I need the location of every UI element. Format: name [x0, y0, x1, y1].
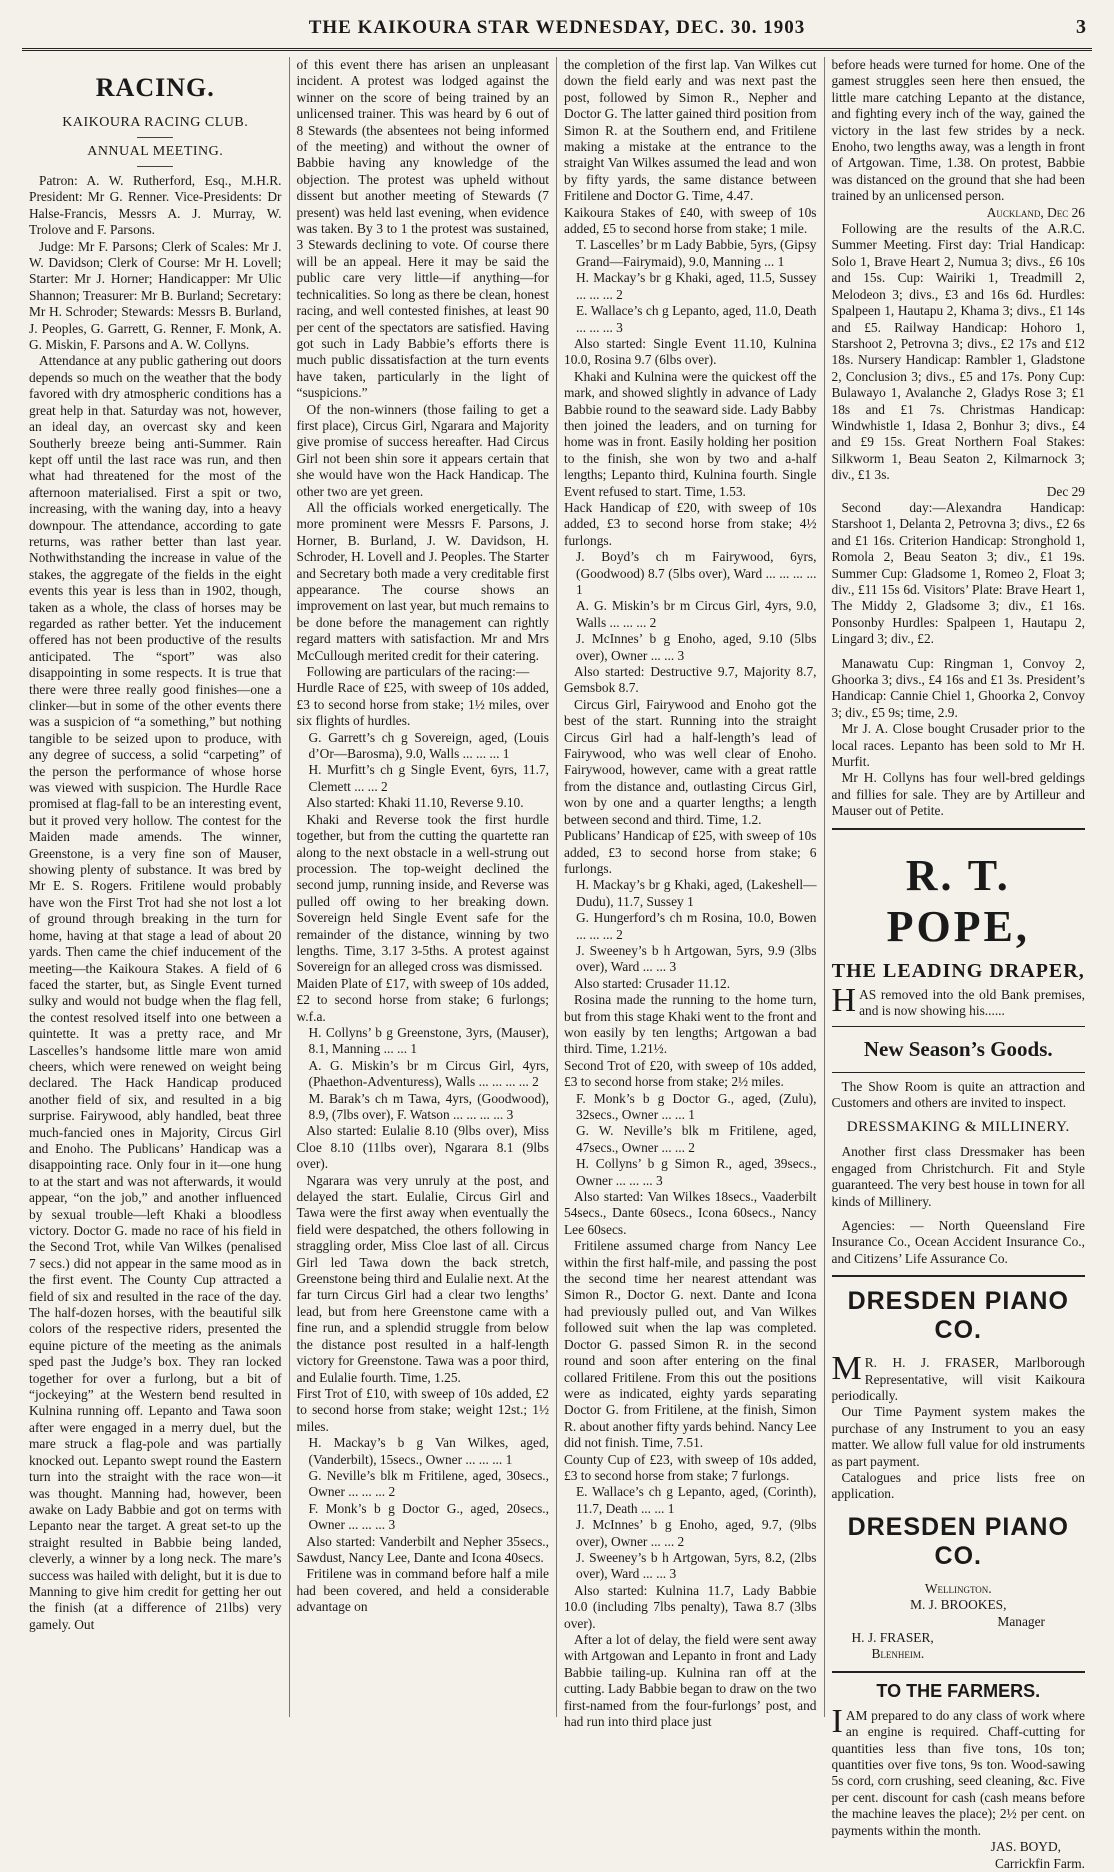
- race-entry: H. Mackay’s br g Khaki, aged, (Lakeshell—Dudu), 11.7, Sussey 1: [576, 877, 817, 909]
- race-entry: F. Monk’s b g Doctor G., aged, (Zulu), 32secs., Owner ... ... 1: [576, 1090, 817, 1122]
- column-2: [290, 57, 558, 1717]
- club-heading: KAIKOURA RACING CLUB.: [62, 115, 249, 130]
- race-entry: E. Wallace’s ch g Lepanto, aged, (Corinth), 11.7, Death ... ... 1: [576, 1484, 817, 1516]
- race-entry: E. Wallace’s ch g Lepanto, aged, 11.0, Death ... ... ... 3: [576, 303, 817, 335]
- dateline: Auckland, Dec 26: [986, 204, 1085, 220]
- pope-name: R. T. POPE,: [886, 850, 1030, 951]
- ad-divider: [832, 1671, 1086, 1673]
- race-entry: A. G. Miskin’s br m Circus Girl, 4yrs, (Phaethon-Adventuress), Walls ... ... ... ... 2: [308, 1057, 549, 1090]
- race-heading: Hack Handicap of £20, with sweep of 10s added, £3 to second horse from stake; 4½ furlongs.: [564, 499, 817, 548]
- dresden-title: DRESDEN PIANO CO.: [847, 1287, 1069, 1345]
- race-also-started: Also started: Destructive 9.7, Majority 8.7, Gemsbok 8.7.: [564, 664, 817, 696]
- race-entry: J. Sweeney’s b h Artgowan, 5yrs, 8.2, (2lbs over), Ward ... ... 3: [576, 1549, 817, 1582]
- pope-text: Agencies: — North Queensland Fire Insurance Co., Ocean Accident Insurance Co., and Citizens’ Life Assurance Co.: [831, 1217, 1085, 1266]
- dresden-city: Wellington.: [924, 1580, 992, 1596]
- divider: [137, 166, 173, 167]
- race-entry: H. Mackay’s b g Van Wilkes, aged, (Vanderbilt), 15secs., Owner ... ... ... 1: [308, 1435, 549, 1467]
- race-heading: Kaikoura Stakes of £40, with sweep of 10s added, £5 to second horse from stake; 1 mile.: [564, 204, 817, 237]
- officials-paragraph: Patron: A. W. Rutherford, Esq., M.H.R. President: Mr G. Renner. Vice-Presidents: Dr Halse-Francis, Messrs A. J. Murray, W. Trolove and F. Parsons.: [29, 173, 282, 238]
- race-also-started: Also started: Single Event 11.10, Kulnina 10.0, Rosina 9.7 (6lbs over).: [564, 335, 817, 368]
- farmers-signer: JAS. BOYD,: [990, 1839, 1061, 1855]
- race-entry: G. Garrett’s ch g Sovereign, aged, (Louis d’Or—Barosma), 9.0, Walls ... ... ... 1: [308, 729, 549, 762]
- race-entry: G. Hungerford’s ch m Rosina, 10.0, Bowen ... ... ... 2: [576, 910, 817, 942]
- farmers-place: Carrickfin Farm.: [995, 1855, 1085, 1871]
- dresden-text: Our Time Payment system makes the purchase of any Instrument to you an easy matter. We allow full value for old instruments as part payment.: [831, 1404, 1085, 1469]
- race-entry: G. W. Neville’s blk m Fritilene, aged, 47secs., Owner ... ... 2: [576, 1123, 817, 1155]
- race-also-started: Also started: Khaki 11.10, Reverse 9.10.: [306, 795, 524, 811]
- race-entry: F. Monk’s b g Doctor G., aged, 20secs., Owner ... ... ... 3: [308, 1500, 549, 1533]
- race-entry: H. Collyns’ b g Simon R., aged, 39secs., Owner ... ... ... 3: [576, 1156, 817, 1188]
- race-heading: Hurdle Race of £25, with sweep of 10s added, £3 to second horse from stake; 1½ miles, over six flights of hurdles.: [296, 680, 549, 729]
- article-paragraph: Fritilene was in command before half a mile had been covered, and held a considerable advantage on: [296, 1566, 549, 1615]
- race-entry: J. Sweeney’s b h Artgowan, 5yrs, 9.9 (3lbs over), Ward ... ... 3: [576, 942, 817, 975]
- dateline: Dec 29: [1046, 483, 1085, 499]
- article-paragraph: Second day:—Alexandra Handicap: Starshoot 1, Delanta 2, Petrovna 3; divs., £2 6s and £1 16s. Criterion Handicap: Stronghold 1, Romola 2, Beau Seaton 3; div., £1 19s. Summer Cup: Gladsome 1, Romeo 2, Float 3; div., £11 15s 6d. Visitors’ Plate: Brave Heart 1, The Middy 2, Gladsome 3; div., £1 16s. Ponsonby Hurdles: Spalpeen 1, Hautapu 2, Lingard 3; div., £2.: [831, 499, 1085, 647]
- article-paragraph: Following are the results of the A.R.C. Summer Meeting. First day: Trial Handicap: Solo 1, Brave Heart 2, Numua 3; divs., £6 10s and 15s. Cup: Wairiki 1, Treadmill 2, Melodeon 3; divs., £3 and 16s 6d. Hurdles: Spalpeen 1, Hautapu 2, Khama 3; divs., £1 14s and £5. Railway Handicap: Hohoro 1, Starshoot 2, Petrovna 3; divs., £2 17s and £12 18s. Nursery Handicap: Rambler 1, Gladstone 2, Conclusion 3; divs., £5 and 17s. Pony Cup: Bulawayo 1, Avalanche 2, Gladys Rose 3; £1 18s and £1 7s. Christmas Handicap: Windwhistle 1, Idasa 2, Bonhur 3; divs., £4 and £9 15s. Great Northern Foal Stakes: Silkworm 1, Beau Seaton 2, Kilmarnock 3; div., £1 3s.: [831, 221, 1085, 483]
- race-heading: Second Trot of £20, with sweep of 10s added, £3 to second horse from stake; 2½ miles.: [564, 1057, 817, 1090]
- page-number: 3: [1076, 16, 1086, 38]
- race-entry: A. G. Miskin’s br m Circus Girl, 4yrs, 9.0, Walls ... ... ... 2: [576, 598, 817, 630]
- article-paragraph: Circus Girl, Fairywood and Enoho got the best of the start. Running into the straight Circus Girl had a half-length’s lead of Fairywood, who was well clear of Enoho. Fairywood, however, came with a great rattle from the distance and, outlasting Circus Girl, won by one and a quarter lengths; a length between second and third. Time, 1.2.: [564, 696, 817, 827]
- article-paragraph: Khaki and Reverse took the first hurdle together, but from the cutting the quartette ran along to the next obstacle in a well-strung out procession. The top-weight declined the second jump, running inside, and Reverse was pulled off owing to her breaking down. Sovereign held Single Event safe for the remainder of the distance, winning by two lengths. Time, 3.17 3-5ths. A protest against Sovereign for an alleged cross was dismissed.: [296, 811, 549, 975]
- pope-tagline: THE LEADING DRAPER,: [831, 959, 1085, 982]
- article-paragraph: Mr H. Collyns has four well-bred geldings and fillies for sale. They are by Artilleur and Mauser out of Petite.: [831, 770, 1085, 819]
- pope-headline: New Season’s Goods.: [863, 1036, 1053, 1061]
- race-also-started: Also started: Kulnina 11.7, Lady Babbie 10.0 (including 7lbs penalty), Tawa 8.7 (3lbs over).: [564, 1582, 817, 1631]
- article-paragraph: Of the non-winners (those failing to get a first place), Circus Girl, Ngarara and Majority give promise of success hereafter. Had Circus Girl not been shin sore it appears certain that she would have won the Hack Handicap. The other two are yet green.: [296, 401, 549, 499]
- article-paragraph: Mr J. A. Close bought Crusader prior to the local races. Lepanto has been sold to Mr H. Murfit.: [831, 721, 1085, 770]
- article-paragraph: Fritilene assumed charge from Nancy Lee within the first half-mile, and passing the post the second time her nearest attendant was Simon R., Doctor G. next. Dante and Icona had previously pulled out, and Van Wilkes followed suit when the lap was completed. Doctor G. passed Simon R. in the second round and soon after entering on the final collared Fritilene. From this out the positions were as indicated, eighty yards separating Doctor G. from Fritilene, at the finish, Simon R. about another fifty yards behind. Nancy Lee did not finish. Time, 7.51.: [564, 1238, 817, 1451]
- race-entry: M. Barak’s ch m Tawa, 4yrs, (Goodwood), 8.9, (7lbs over), F. Watson ... ... ... ... 3: [308, 1090, 549, 1122]
- race-heading: First Trot of £10, with sweep of 10s added, £2 to second horse from stake; weight 12st.; 1½ miles.: [296, 1385, 549, 1434]
- divider: [137, 137, 173, 138]
- race-entry: H. Mackay’s br g Khaki, aged, 11.5, Sussey ... ... ... 2: [576, 270, 817, 302]
- dresden-rep: H. J. FRASER,: [851, 1630, 934, 1646]
- column-3: [557, 57, 825, 1730]
- ad-divider: [832, 1026, 1086, 1027]
- pope-text: The Show Room is quite an attraction and Customers and others are invited to inspect.: [831, 1078, 1085, 1110]
- race-entry: H. Collyns’ b g Greenstone, 3yrs, (Mauser), 8.1, Manning ... ... 1: [308, 1024, 549, 1057]
- article-paragraph: All the officials worked energetically. The more prominent were Messrs F. Parsons, J. Horner, B. Burland, J. W. Davidson, H. Schroder, H. Lovell and J. Peoples. The Starter and Secretary both made a very creditable first appearance. The course shows an improvement on last year, but much remains to be done before the management can rightly regard matters with satisfaction. Mr and Mrs McCullough merited credit for their catering.: [296, 499, 549, 663]
- farmers-title: TO THE FARMERS.: [876, 1680, 1041, 1701]
- pope-advertisement: [832, 850, 1086, 1267]
- meeting-heading: ANNUAL MEETING.: [87, 144, 224, 159]
- dresden-rep-town: Blenheim.: [871, 1646, 925, 1662]
- spacer: [832, 1210, 1086, 1218]
- article-paragraph: Rosina made the running to the home turn, but from this stage Khaki went to the front and won easily by ten lengths; Artgowan a bad third. Time, 1.21½.: [564, 992, 817, 1057]
- article-paragraph: of this event there has arisen an unpleasant incident. A protest was lodged against the winner on the score of being trained by an unlicensed trainer. This was heard by 6 out of 8 Stewards (the absentees not being informed of the meeting) and without the owner of Babbie having any knowledge of the objection. The protest was upheld without dissent but another meeting of Stewards (7 present) was held last evening, when evidence was taken. By 3 to 1 the protest was sustained, 3 Stewards declining to vote. Of course there will be an appeal. Here it may be said the public care very little—if anything—for technicalities. So long as there be clean, honest racing, and well contested finishes, at least 90 per cent of the spectators are satisfied. Having got such in Lady Babbie’s efforts there is much public dissatisfaction at the turn events have taken, particularly in the light of “suspicions.”: [296, 57, 549, 401]
- dresden-text: Catalogues and price lists free on application.: [831, 1470, 1085, 1502]
- article-paragraph: Following are particulars of the racing:—: [306, 664, 530, 680]
- dresden-manager: M. J. BROOKES,: [910, 1597, 1007, 1613]
- ad-divider: [832, 1275, 1086, 1277]
- race-entry: J. Boyd’s ch m Fairywood, 6yrs, (Goodwood) 8.7 (5lbs over), Ward ... ... ... ... 1: [576, 549, 817, 597]
- article-paragraph: Khaki and Kulnina were the quickest off the mark, and showed slightly in advance of Lady Babbie round to the seaward side. Lady Babby then joined the leaders, and on turning for home was in front. Easily holding her position to the finish, she won by two and a-half lengths; Lepanto third, Kulnina fourth. Single Event refused to start. Time, 1.53.: [564, 368, 817, 499]
- article-paragraph: before heads were turned for home. One of the gamest struggles seen here then ensued, the little mare catching Lepanto at the distance, and fighting every inch of the way, gained the victory in the last few strides by a neck. Enoho, two lengths away, was a length in front of Artgowan. Time, 1.38. On protest, Babbie was distanced on the ground that she had been trained by an unlicensed person.: [831, 57, 1085, 204]
- race-heading: County Cup of £23, with sweep of 10s added, £3 to second horse from stake; 7 furlongs.: [564, 1451, 817, 1483]
- ad-divider: [832, 828, 1086, 830]
- dresden-advertisement: [832, 1287, 1086, 1663]
- race-also-started: Also started: Crusader 11.12.: [574, 975, 731, 991]
- section-title: RACING.: [95, 73, 215, 102]
- article-paragraph: the completion of the first lap. Van Wilkes cut down the field early and was next past the post, followed by Simon R., Nepher and Doctor G. The latter gained third position from Simon R. at the Southern end, and Fritilene making a mistake at the entrance to the straight Van Wilkes assumed the lead and won by fifty yards, the same distance between Fritilene and Doctor G. Time, 4.47.: [564, 57, 817, 204]
- column-4: [825, 57, 1093, 1871]
- article-paragraph: After a lot of delay, the field were sent away with Artgowan and Lepanto in front and Lady Babbie tailing-up. Kulnina ran off at the cutting. Lady Babbie began to draw on the two first-named from the four-furlongs’ post, and had run into third place just: [564, 1632, 817, 1730]
- spacer: [832, 648, 1086, 656]
- race-also-started: Also started: Eulalie 8.10 (9lbs over), Miss Cloe 8.10 (11lbs over), Ngarara 8.1 (9lbs over).: [296, 1123, 549, 1172]
- columns: [22, 57, 1092, 1871]
- pope-text: HAS removed into the old Bank premises, and is now showing his......: [831, 981, 1085, 1019]
- article-paragraph: Ngarara was very unruly at the post, and delayed the start. Eulalie, Circus Girl and Tawa were the first away when eventually the field were despatched, the others following in straggling order, Miss Cloe last of all. Circus Girl led Tawa down the back stretch, Greenstone being third and Eulalie next. At the far turn Circus Girl had a clear two lengths’ lead, but from here Greenstone came with a fine run, and a splendid struggle from below the distance post resulted in a half-length victory for Greenstone. Tawa was a poor third, and Eulalie fourth. Time, 1.25.: [296, 1172, 549, 1385]
- race-entry: G. Neville’s blk m Fritilene, aged, 30secs., Owner ... ... ... 2: [308, 1467, 549, 1500]
- race-also-started: Also started: Van Wilkes 18secs., Vaaderbilt 54secs., Dante 60secs., Icona 60secs., Nancy Lee 60secs.: [564, 1189, 817, 1237]
- race-also-started: Also started: Vanderbilt and Nepher 35secs., Sawdust, Nancy Lee, Dante and Icona 40secs.: [296, 1533, 549, 1565]
- race-entry: H. Murfitt’s ch g Single Event, 6yrs, 11.7, Clemett ... ... 2: [308, 762, 549, 794]
- race-entry: T. Lascelles’ br m Lady Babbie, 5yrs, (Gipsy Grand—Fairymaid), 9.0, Manning ... 1: [576, 237, 817, 269]
- dresden-manager-title: Manager: [997, 1613, 1045, 1629]
- article-paragraph: Attendance at any public gathering out doors depends so much on the weather that the body favored with dry atmospheric conditions has a great help in that. Saturday was not, however, an ideal day, an overcast sky and keen Southerly breeze being anti-Summer. Rain kept off until the last race was run, and then what had threatened for the most of the afternoon materialised. First a spit or two, increasing, with the waning day, into a heavy downpour. The attendance, according to gate returns, was rather better than last year. Nothwithstanding the increase in value of the stakes, the aggregate of the fields in the eight events this year is less than in 1902, though, taken as a whole, the class of horses may be regarded as rather better. Yet the inducement offered has not been productive of the results anticipated. The “sport” was also disappointing in some respects. It is true that there were three really good finishes—one a clinker—but in some of the other events there was a suspicion of “a something,” but nothing tangible to be seized upon to produce, with any degree of success, a solid “carpeting” of the person the performance of whose horse was viewed with suspicion. The Hurdle Race promised at flag-fall to be an interesting event, but it proved very hollow. The contest for the Maiden made amends. The winner, Greenstone, is a very fine son of Mauser, showing plenty of substance. It was bred by Mr E. S. Rogers. Fritilene would probably have won the First Trot had she not lost a lot of ground through breaking in the turn for home, having at that stage a lead of about 20 yards. Then came the chief inducement of the meeting—the Kaikoura Stakes. A field of 6 faced the starter, but, as Single Event turned sulky and would not budge when the flag fell, the contest resolved itself into one between a quintette. It was a pretty race, and Mr Lascelles’s handsome little mare won amid cheers, which were renewed on weight being declared. The Hack Handicap produced another field of six, and resulted in a big surprise. Fairywood, ably handled, beat three much-fancied ones in Majority, Circus Girl and Enoho. The Publicans’ Handicap was a disappointing race. Only four in it—one hung to at the start and was not afterwards, it would appear, “on the job,” and another influenced by sexual trouble—left Khaki a bloodless victory. Doctor G. made no race of his field in the Second Trot, while Van Wilkes (penalised 7 secs.) did not appear in the same mood as in the first event. The County Cup attracted a field of six and resulted in the race of the day. The half-dozen horses, with the beautiful silk colors of the respective riders, presented the equine picture of the meeting as the animals sped past the Judge’s box. They ran locked together for over a furlong, but a bit of “jockeying” at the Western bend resulted in Kulnina running off. Lepanto and Tawa soon after were engaged in a merry duel, but the mare struck a flag-pole and was partially knocked out. Lepanto swept round the Eastern turn into the straight with the race won—it was thought. Manning had, however, been awake on Lady Babbie and got on terms with Lepanto near the target. A great set-to up the straight resulted in Babbie being landed, cleverly, a winner by a long neck. The mare’s success was hailed with delight, but it is due to Manning to give him credit for getting her out the finish (at a difference of 21lbs) very gamely. Out: [29, 353, 282, 1632]
- race-entry: J. McInnes’ b g Enoho, aged, 9.10 (5lbs over), Owner ... ... 3: [576, 631, 817, 663]
- dresden-text: MR. H. J. FRASER, Marlborough Representative, will visit Kaikoura periodically.: [831, 1350, 1085, 1403]
- masthead-title: THE KAIKOURA STAR WEDNESDAY, DEC. 30. 1903: [308, 17, 806, 38]
- race-entry: J. McInnes’ b g Enoho, aged, 9.7, (9lbs over), Owner ... ... 2: [576, 1517, 817, 1549]
- pope-text: Another first class Dressmaker has been engaged from Christchurch. Fit and Style guaranteed. The very best house in town for all kinds of Millinery.: [831, 1144, 1085, 1209]
- officials-paragraph: Judge: Mr F. Parsons; Clerk of Scales: Mr J. W. Davidson; Clerk of Course: Mr H. Lovell; Starter: Mr J. Horner; Handicapper: Mr Ulic Shannon; Treasurer: Mr B. Burland; Secretary: Mr H. Schroder; Stewards: Messrs B. Burland, J. Peoples, G. Garrett, G. Renner, F. Monk, A. G. Miskin, F. Parsons and A. W. Collyns.: [29, 238, 282, 353]
- pope-subheading: DRESSMAKING & MILLINERY.: [846, 1119, 1070, 1136]
- race-heading: Maiden Plate of £17, with sweep of 10s added, £2 to second horse from stake; 6 furlongs; w.f.a.: [296, 975, 549, 1024]
- masthead: [22, 8, 1092, 51]
- race-heading: Publicans’ Handicap of £25, with sweep of 10s added, £3 to second horse from stake; 6 furlongs.: [564, 828, 817, 876]
- dresden-title-2: DRESDEN PIANO CO.: [847, 1512, 1069, 1570]
- column-1: [22, 57, 290, 1717]
- article-paragraph: Manawatu Cup: Ringman 1, Convoy 2, Ghoorka 3; divs., £4 16s and £1 3s. President’s Handicap: Cannie Chiel 1, Ghoorka 2, Convoy 3; div., £5 9s; time, 2.9.: [831, 655, 1085, 720]
- ad-divider: [832, 1072, 1086, 1073]
- farmers-advertisement: [832, 1681, 1086, 1872]
- farmers-text: IAM prepared to do any class of work where an engine is required. Chaff-cutting for quantities less than five tons, 10s ton; quantities over five tons, 9s ton. Wood-sawing 5s cord, corn crushing, seed cleaning, &c. Five per cent. discount for cash (cash means before the machine leaves the place); 2½ per cent. on payments within the month.: [831, 1702, 1085, 1838]
